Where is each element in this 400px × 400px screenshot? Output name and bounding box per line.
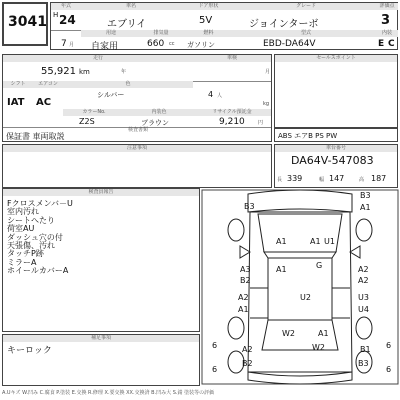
header-displacement: 排気量 xyxy=(141,30,181,37)
header-interior: 内装 xyxy=(376,30,398,37)
color-no-header: カラーNo. xyxy=(63,109,125,116)
mileage-unit: km xyxy=(79,68,90,76)
height-value: 187 xyxy=(371,174,387,183)
notes-header: 注意事項 xyxy=(3,145,271,152)
damage-mark: A2 xyxy=(358,265,369,274)
damage-mark: A1 xyxy=(276,265,287,274)
inspector-note: タッチP跡 xyxy=(7,249,44,259)
interior-grade: E xyxy=(378,39,385,49)
remarks-line-1: キーロック xyxy=(7,346,52,356)
height-label: 高 xyxy=(359,177,365,183)
width-label: 幅 xyxy=(319,177,325,183)
inspector-note: 天張傷、汚れ xyxy=(7,241,55,250)
header-grade: グレード xyxy=(236,3,376,10)
header-car-name: 車名 xyxy=(81,3,181,10)
papers-header: 検査書類 xyxy=(127,127,148,133)
model-year: 24 xyxy=(59,13,76,27)
col-ac: エアコン xyxy=(33,81,63,88)
header-score: 評価点 xyxy=(376,3,398,10)
grade-name: ジョインターボ xyxy=(249,19,319,30)
damage-mark: B3 xyxy=(358,359,369,368)
ac-value: AC xyxy=(36,97,52,108)
chassis-header: 車台番号 xyxy=(275,145,397,152)
inspector-note: シートへたり xyxy=(7,215,55,225)
damage-mark: A2 xyxy=(238,293,249,302)
capacity-unit: 人 xyxy=(217,93,223,99)
damage-mark: A1 xyxy=(276,237,287,246)
damage-mark: A2 xyxy=(358,276,369,285)
header-type: 型式 xyxy=(236,30,376,37)
footer-legend: A.Uキズ W.凹み C.腐食 P.塗装 E.交換 R.修理 X.要交換 XX.交換済 B.凹み大 S.錆 塗装等の評価 xyxy=(2,390,215,396)
interior-color: ブラウン xyxy=(141,119,169,127)
recycle-yen: 円 xyxy=(258,120,264,126)
car-name: エブリイ xyxy=(107,19,147,30)
inspection-month-unit: 月 xyxy=(265,69,271,75)
exterior-grade: C xyxy=(388,39,395,49)
length-value: 339 xyxy=(287,174,303,183)
inspector-note: ミラーA xyxy=(7,257,37,267)
length-label: 長 xyxy=(277,177,283,183)
interior-color-header: 内装色 xyxy=(125,109,193,116)
damage-mark: 6 xyxy=(212,365,218,374)
recycle-header: リサイクル預託金 xyxy=(193,109,271,116)
sales-point-header: セールスポイント xyxy=(275,55,397,62)
month-unit: 月 xyxy=(69,42,75,48)
equipment-value: ABS エアB PS PW xyxy=(278,132,338,140)
lot-number: 3041 xyxy=(8,14,47,30)
displacement-value: 660 xyxy=(147,39,165,49)
type-value: EBD-DA64V xyxy=(263,39,316,49)
col-color: 色 xyxy=(63,81,193,88)
door-type: 5V xyxy=(199,15,213,26)
damage-mark: W2 xyxy=(282,329,295,338)
weight-unit: kg xyxy=(263,101,270,107)
shift-value: IAT xyxy=(7,97,25,108)
damage-mark: B3 xyxy=(244,202,255,211)
damage-mark: U1 xyxy=(324,237,335,246)
damage-mark: U3 xyxy=(358,293,369,302)
damage-mark: A1 xyxy=(360,203,371,212)
header-fuel: 燃料 xyxy=(181,30,236,37)
damage-mark: U2 xyxy=(300,293,311,302)
damage-mark: A2 xyxy=(242,345,253,354)
month-value: 7 xyxy=(61,39,67,49)
inspector-note: 室内汚れ xyxy=(7,207,39,217)
damage-mark: A1 xyxy=(318,329,329,338)
damage-mark: B3 xyxy=(360,191,371,200)
chassis-number: DA64V-547083 xyxy=(291,154,374,167)
header-usage: 用途 xyxy=(81,30,141,37)
remarks-header: 補足事項 xyxy=(3,335,199,342)
mileage-header: 走行 xyxy=(3,55,193,62)
damage-mark: 6 xyxy=(212,341,218,350)
inspector-note: ホイールカバーA xyxy=(7,266,69,276)
recycle-value: 9,210 xyxy=(219,117,245,127)
width-value: 147 xyxy=(329,174,345,183)
damage-mark: U4 xyxy=(358,305,369,314)
damage-mark: B1 xyxy=(360,345,371,354)
mileage-value: 55,921 xyxy=(41,66,76,77)
inspection-year-unit: 年 xyxy=(121,69,127,75)
papers-value: 保証書 車両取説 xyxy=(6,132,65,141)
inspector-note: ダッシュ穴の付 xyxy=(7,232,63,242)
color-no: Z2S xyxy=(79,117,95,126)
inspector-note: 荷室AU xyxy=(7,224,35,234)
damage-mark: W2 xyxy=(312,343,325,352)
damage-mark: 6 xyxy=(386,341,392,350)
damage-mark: A1 xyxy=(310,237,321,246)
era-prefix: H xyxy=(53,11,59,19)
usage-value: 自家用 xyxy=(91,42,119,52)
inspection-header: 車検 xyxy=(193,55,271,62)
damage-mark: A1 xyxy=(238,305,249,314)
inspector-header: 検査員報告 xyxy=(3,189,199,196)
col-shift: シフト xyxy=(3,81,33,88)
fuel-value: ガソリン xyxy=(187,41,215,49)
color-value: シルバー xyxy=(97,91,125,99)
damage-mark: B2 xyxy=(242,359,253,368)
displacement-unit: cc xyxy=(169,41,175,47)
damage-mark: A3 xyxy=(240,265,251,274)
inspector-note: Fクロスメンバ－U xyxy=(7,199,73,208)
header-door: ドア形状 xyxy=(181,3,236,10)
damage-mark: G xyxy=(316,261,323,270)
damage-mark: B2 xyxy=(240,276,251,285)
capacity-value: 4 xyxy=(208,90,214,99)
score-value: 3 xyxy=(381,13,391,28)
header-model-year: 年式 xyxy=(51,3,81,10)
damage-mark: 6 xyxy=(386,365,392,374)
